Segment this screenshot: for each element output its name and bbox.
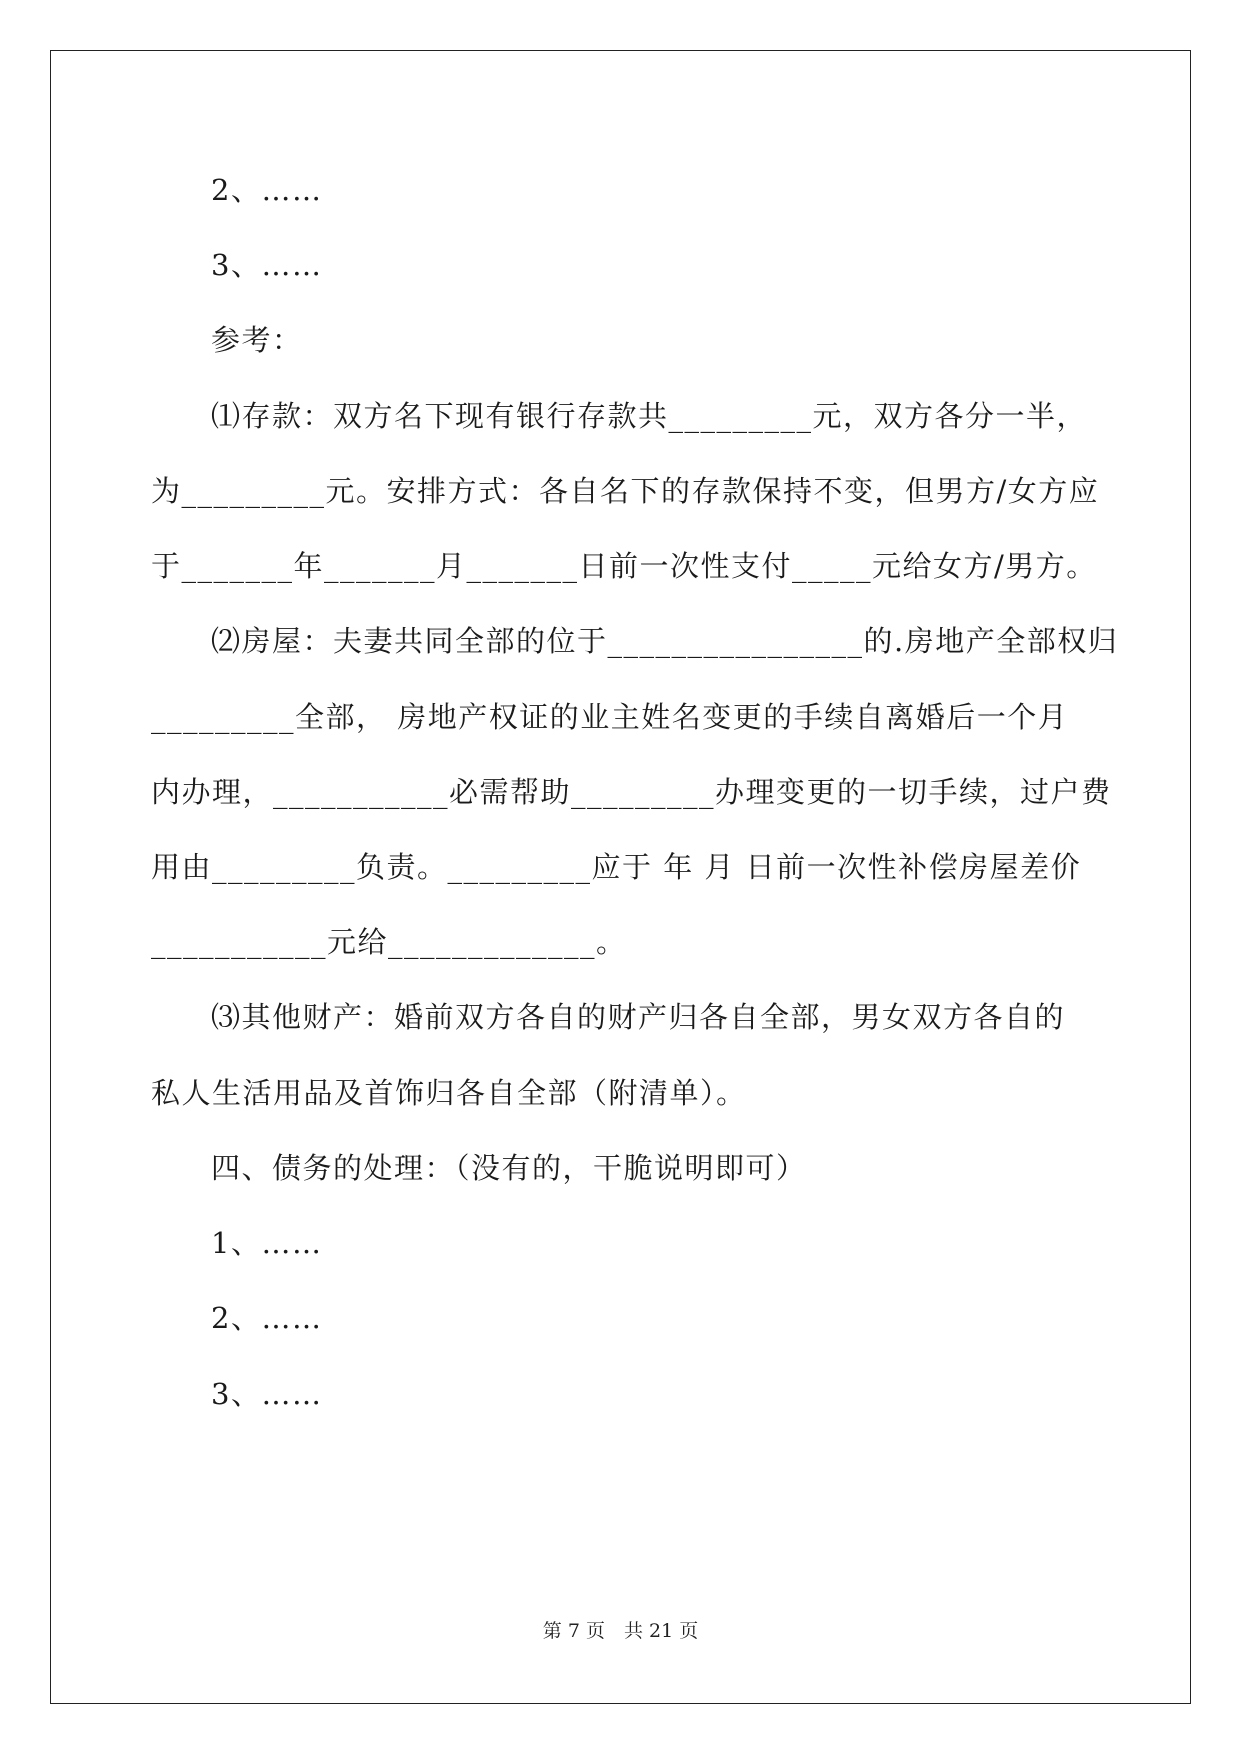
house-paragraph-line-2: _________全部， 房地产权证的业主姓名变更的手续自离婚后一个月 [151, 700, 1069, 734]
other-property-line-1: ⑶其他财产：婚前双方各自的财产归各自全部，男女双方各自的 [211, 1000, 1066, 1034]
savings-paragraph-line-2: 为_________元。安排方式：各自名下的存款保持不变，但男方/女方应 [151, 474, 1100, 508]
reference-heading: 参考： [211, 323, 303, 357]
debt-heading: 四、债务的处理：（没有的，干脆说明即可） [211, 1151, 807, 1185]
house-paragraph-line-4: 用由_________负责。_________应于 年 月 日前一次性补偿房屋差价 [151, 850, 1082, 884]
list-item-3: 3、…… [211, 248, 323, 282]
page-number-footer: 第 7 页 共 21 页 [542, 1620, 699, 1642]
house-paragraph-line-3: 内办理，___________必需帮助_________办理变更的一切手续，过户费 [151, 775, 1112, 809]
debt-item-3: 3、…… [211, 1377, 323, 1411]
house-paragraph-line-1: ⑵房屋：夫妻共同全部的位于________________的.房地产全部权归 [211, 624, 1119, 658]
debt-item-1: 1、…… [211, 1226, 323, 1260]
other-property-line-2: 私人生活用品及首饰归各自全部（附清单）。 [151, 1076, 747, 1110]
savings-paragraph-line-1: ⑴存款：双方名下现有银行存款共_________元，双方各分一半， [211, 399, 1088, 433]
debt-item-2: 2、…… [211, 1301, 323, 1335]
house-paragraph-line-5: ___________元给_____________。 [151, 925, 627, 959]
list-item-2: 2、…… [211, 173, 323, 207]
savings-paragraph-line-3: 于_______年_______月_______日前一次性支付_____元给女方/男方。 [151, 549, 1097, 583]
